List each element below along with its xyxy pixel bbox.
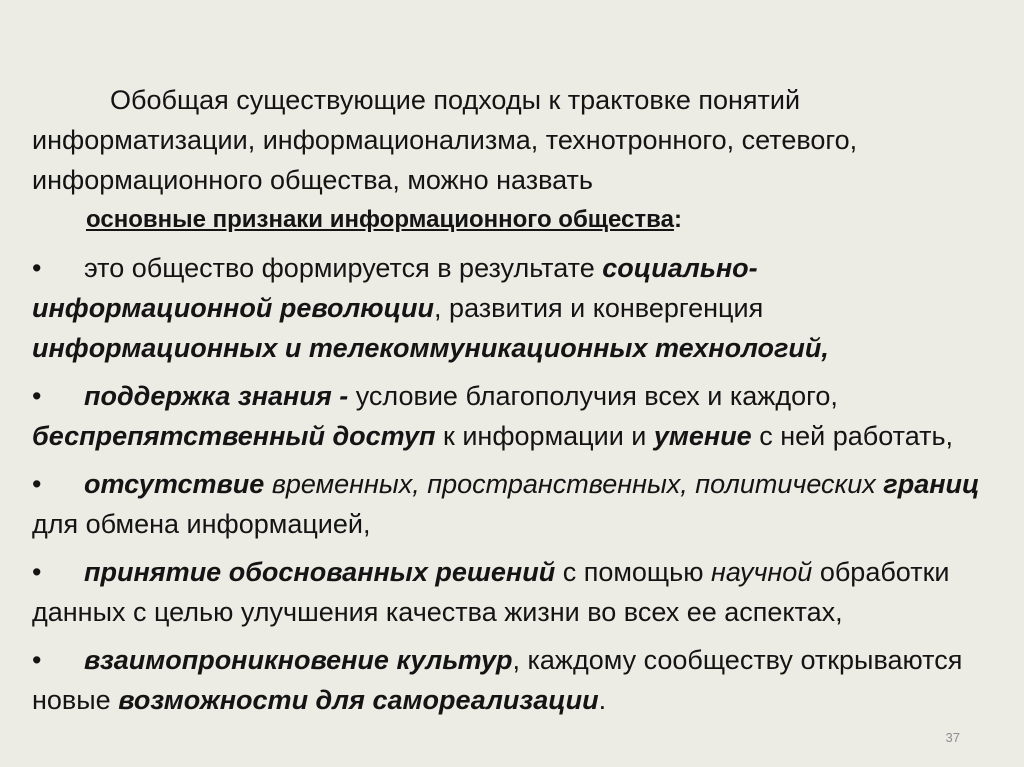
bullet-dot: •	[32, 381, 42, 411]
bullet-text-run: принятие обоснованных решений	[84, 557, 556, 587]
bullet-text-run: взаимопроникновение культур	[84, 645, 513, 675]
bullet-line	[32, 288, 994, 328]
bullet-text-run: временных, пространственных, политических	[264, 469, 884, 499]
bullet-text-run: к информации и	[435, 421, 654, 451]
bullet-text-run: возможности для самореализации	[118, 685, 599, 715]
bullet-line	[32, 376, 994, 416]
intro-line: Обобщая существующие подходы к трактовке понятий	[110, 85, 801, 115]
bullet-text-run: , развития и конвергенция	[434, 293, 764, 323]
bullet-line	[32, 504, 994, 544]
bullet-text-run: научной	[710, 557, 813, 587]
page-number: 37	[945, 730, 960, 745]
bullet-line	[32, 416, 994, 456]
slide-content	[32, 80, 994, 720]
bullet-dot: •	[32, 469, 42, 499]
bullet-text-run: , каждому сообществу открываются	[512, 645, 963, 675]
bullet-list	[32, 248, 994, 720]
bullet-text-run: информационных и телекоммуникационных технологий,	[32, 333, 829, 363]
bullet-line	[32, 464, 994, 504]
bullet-text-run: новые	[32, 685, 119, 715]
bullet-text-run: с ней работать,	[751, 421, 954, 451]
bullet-text-run: обработки	[812, 557, 950, 587]
intro-line: информатизации, информационализма, технотронного, сетевого,	[32, 125, 858, 155]
bullet-text-run: границ	[883, 469, 980, 499]
bullet-text-run: .	[598, 685, 607, 715]
bullet-item	[32, 248, 994, 368]
bullet-dot: •	[32, 645, 42, 675]
bullet-text-run: для обмена информацией,	[32, 509, 371, 539]
bullet-item	[32, 464, 994, 544]
intro-paragraph	[32, 80, 994, 200]
bullet-text-run: беспрепятственный доступ	[32, 421, 436, 451]
bullet-text-run: условие благополучия всех и каждого,	[355, 381, 838, 411]
bullet-line	[32, 592, 994, 632]
bullet-item	[32, 376, 994, 456]
bullet-line	[32, 552, 994, 592]
bullet-line	[32, 640, 994, 680]
section-heading	[32, 200, 994, 240]
section-heading-text: основные признаки информационного общества	[86, 206, 674, 233]
bullet-text-run: отсутствие	[84, 469, 265, 499]
section-heading-colon: :	[673, 206, 682, 233]
bullet-text-run: поддержка знания -	[84, 381, 356, 411]
bullet-line	[32, 680, 994, 720]
intro-line: информационного общества, можно назвать	[32, 165, 593, 195]
bullet-item	[32, 552, 994, 632]
bullet-text-run: информационной революции	[32, 293, 435, 323]
bullet-line	[32, 328, 994, 368]
bullet-text-run: данных с целью улучшения качества жизни во всех ее аспектах,	[32, 597, 843, 627]
bullet-dot: •	[32, 253, 42, 283]
bullet-text-run: умение	[653, 421, 752, 451]
bullet-text-run: с помощью	[555, 557, 711, 587]
bullet-text-run: социально-	[602, 253, 758, 283]
bullet-line	[32, 248, 994, 288]
bullet-text-run: это общество формируется в результате	[84, 253, 603, 283]
bullet-dot: •	[32, 557, 42, 587]
bullet-item	[32, 640, 994, 720]
